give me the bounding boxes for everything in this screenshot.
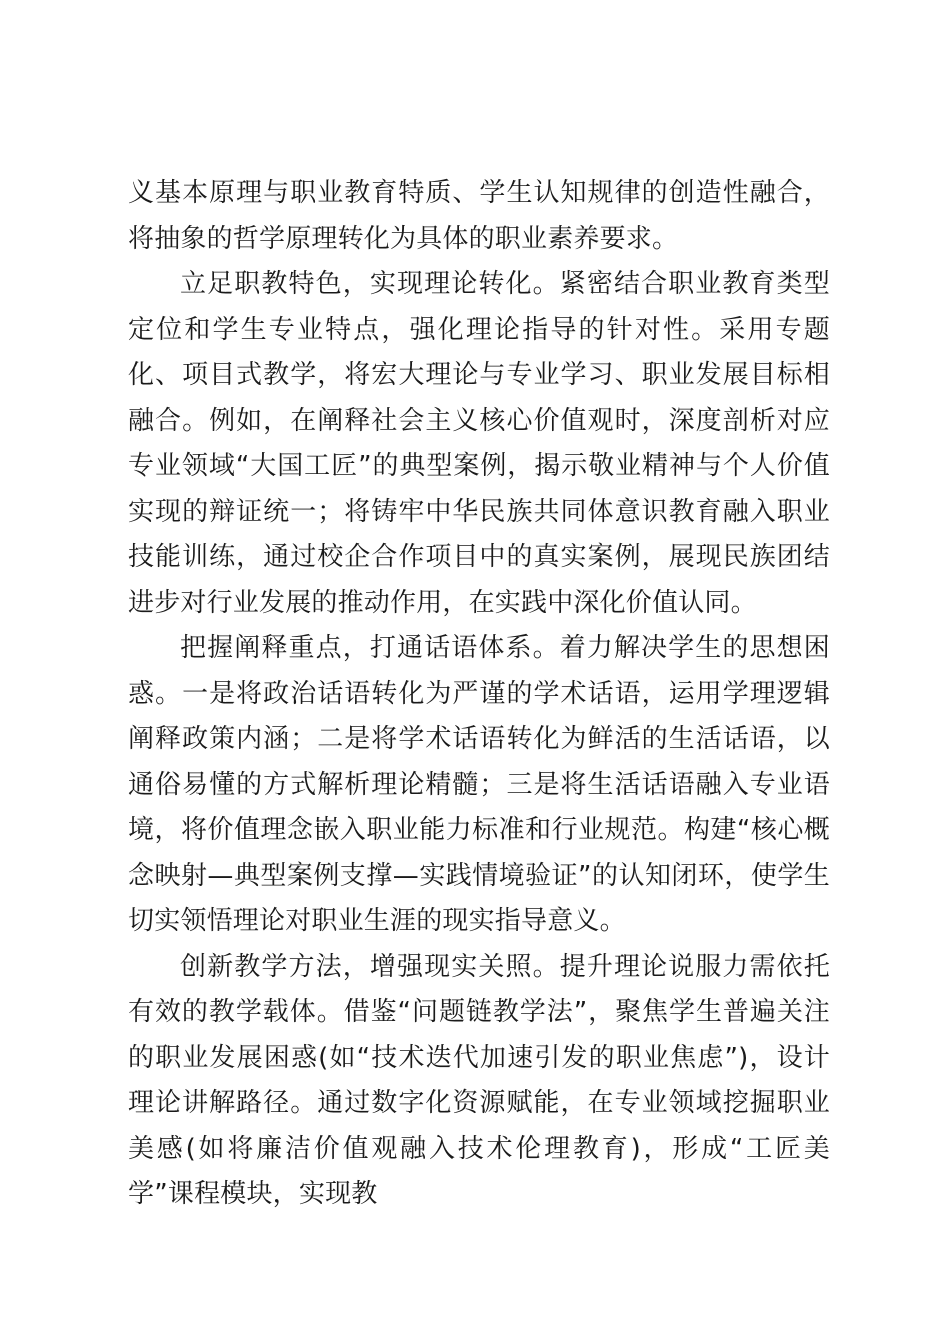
- paragraph-discourse-system: 把握阐释重点，打通话语体系。着力解决学生的思想困惑。一是将政治话语转化为严谨的学术话语，运用学理逻辑阐释政策内涵；二是将学术话语转化为鲜活的生活话语，以通俗易懂的方式解析理论精髓；三是将生活话语融入专业语境，将价值理念嵌入职业能力标准和行业规范。构建“核心概念映射—典型案例支撑—实践情境验证”的认知闭环，使学生切实领悟理论对职业生涯的现实指导意义。: [128, 633, 830, 936]
- paragraph-teaching-methods: 创新教学方法，增强现实关照。提升理论说服力需依托有效的教学载体。借鉴“问题链教学法”，聚焦学生普遍关注的职业发展困惑(如“技术迭代加速引发的职业焦虑”)，设计理论讲解路径。通过数字化资源赋能，在专业领域挖掘职业美感(如将廉洁价值观融入技术伦理教育)，形成“工匠美学”课程模块，实现教: [128, 951, 830, 1209]
- paragraph-continuation: 义基本原理与职业教育特质、学生认知规律的创造性融合，将抽象的哲学原理转化为具体的职业素养要求。: [128, 178, 830, 254]
- body-text: [128, 171, 830, 1218]
- paragraph-vocational-features: 立足职教特色，实现理论转化。紧密结合职业教育类型定位和学生专业特点，强化理论指导的针对性。采用专题化、项目式教学，将宏大理论与专业学习、职业发展目标相融合。例如，在阐释社会主义核心价值观时，深度剖析对应专业领域“大国工匠”的典型案例，揭示敬业精神与个人价值实现的辩证统一；将铸牢中华民族共同体意识教育融入职业技能训练，通过校企合作项目中的真实案例，展现民族团结进步对行业发展的推动作用，在实践中深化价值认同。: [128, 269, 830, 618]
